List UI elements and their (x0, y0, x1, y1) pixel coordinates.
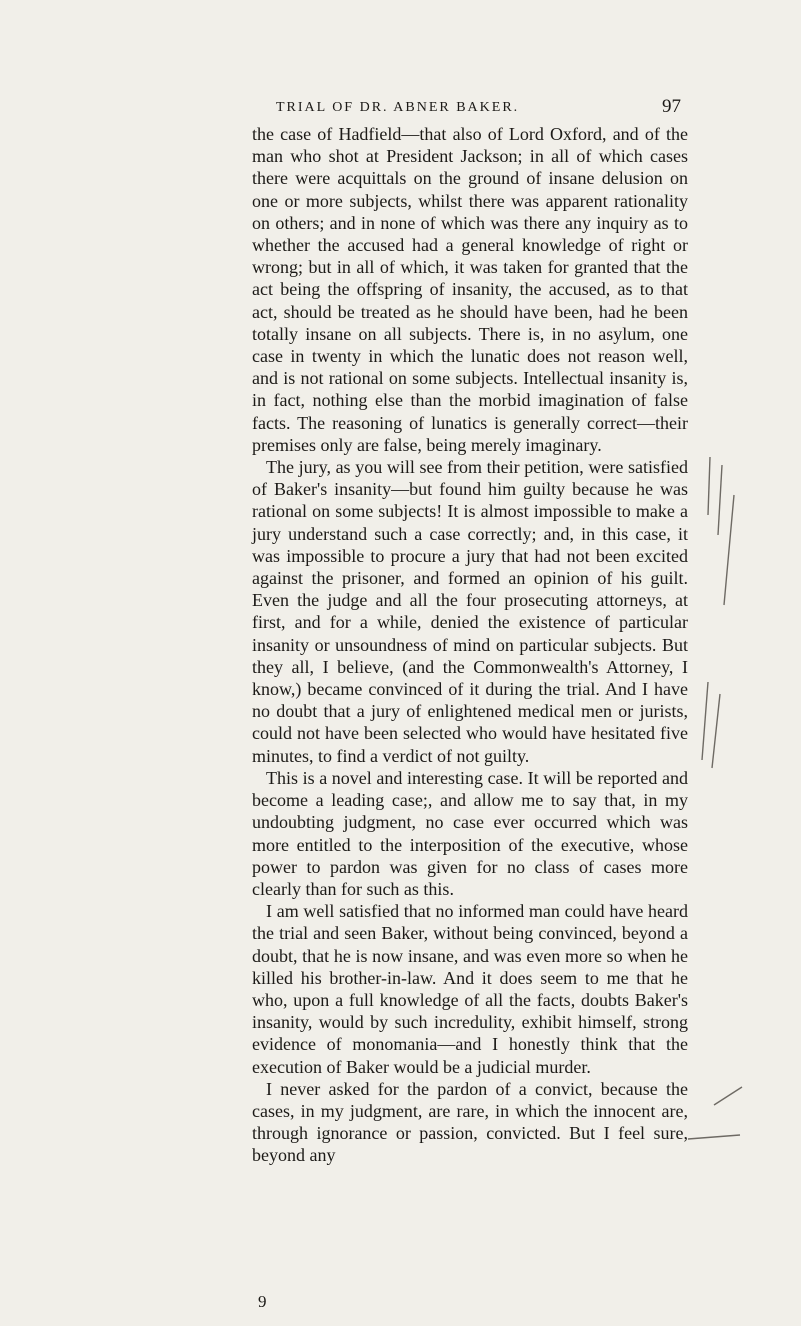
running-head: TRIAL OF DR. ABNER BAKER. (276, 100, 520, 115)
margin-pencil-mark-upper (700, 455, 740, 625)
margin-pencil-dash (684, 1085, 744, 1145)
body-text (252, 123, 688, 1167)
paragraph-3: This is a novel and interesting case. It will be reported and become a leading case;, and allow me to say that, in my undoubting judgment, no case ever occurred which was more entitled to the interposition of the executive, whose power to pardon was given for no class of cases more clearly than for such as this. (252, 767, 688, 899)
page-number: 97 (662, 96, 681, 117)
signature-mark: 9 (258, 1292, 267, 1311)
margin-pencil-mark-lower (690, 680, 730, 770)
paragraph-1: the case of Hadfield—that also of Lord Oxford, and of the man who shot at President Jackson; in all of which cases there were acquittals on the ground of insane delusion on one or more subjects, whilst there was apparent rationality on others; and in none of which was there any inquiry as to whether the accused had a general knowledge of right or wrong; but in all of which, it was taken for granted that the act being the offspring of insanity, the accused, as to that act, should be treated as he should have been, had he been totally insane on all subjects. There is, in no asylum, one case in twenty in which the lunatic does not reason well, and is not rational on some subjects. Intellectual insanity is, in fact, nothing else than the morbid imagination of false facts. The reasoning of lunatics is generally correct—their premises only are false, being merely imaginary. (252, 124, 688, 455)
paragraph-4: I am well satisfied that no informed man could have heard the trial and seen Baker, without being convinced, beyond a doubt, that he is now insane, and was even more so when he killed his brother-in-law. And it does seem to me that he who, upon a full knowledge of all the facts, doubts Baker's insanity, would by such incredulity, exhibit himself, strong evidence of monomania—and I honestly think that the execution of Baker would be a judicial murder. (252, 901, 688, 1077)
paragraph-2: The jury, as you will see from their petition, were satisfied of Baker's insanity—but found him guilty because he was rational on some subjects! It is almost impossible to make a jury understand such a case correctly; and, in this case, it was impossible to procure a jury that had not been excited against the prisoner, and formed an opinion of his guilt. Even the judge and all the four prosecuting attorneys, at first, and for a while, denied the existence of particular insanity or unsoundness of mind on particular subjects. But they all, I believe, (and the Commonwealth's Attorney, I know,) became convinced of it during the trial. And I have no doubt that a jury of enlightened medical men or jurists, could not have been selected who would have hesitated five minutes, to find a verdict of not guilty. (252, 457, 688, 766)
paragraph-5: I never asked for the pardon of a convict, because the cases, in my judgment, are rare, in which the innocent are, through ignorance or passion, convicted. But I feel sure, beyond any (252, 1078, 688, 1166)
